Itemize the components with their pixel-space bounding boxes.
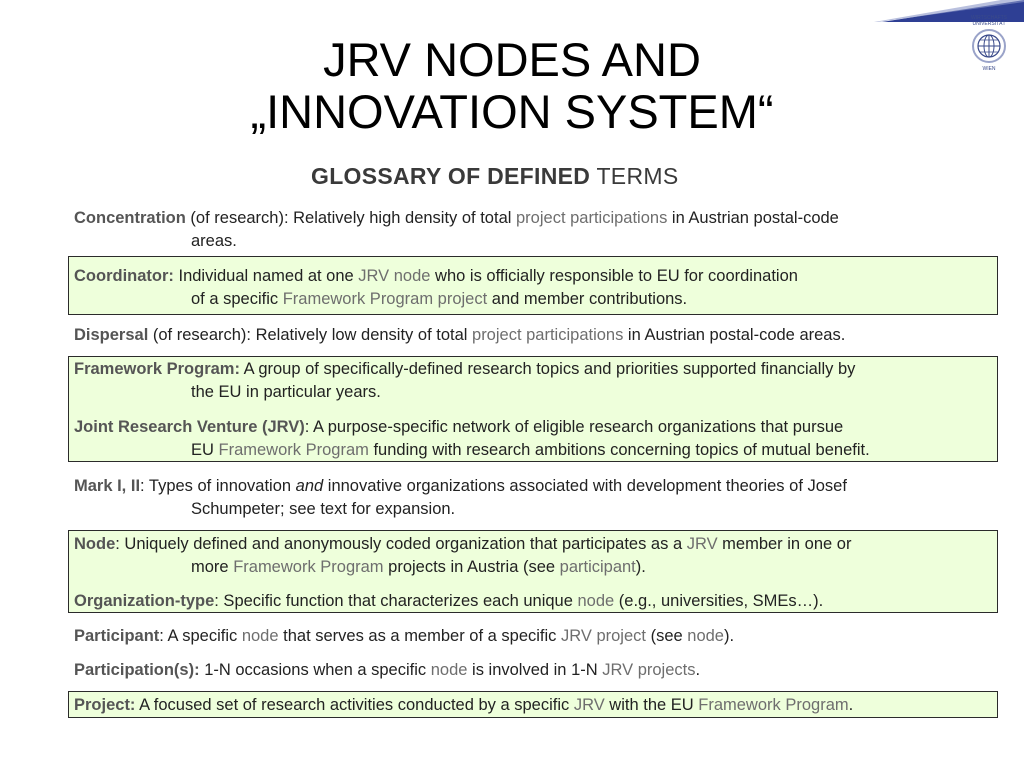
slide-title-line1: JRV NODES AND	[323, 33, 701, 86]
definition-text: ).	[635, 558, 646, 576]
entry-organization-type	[74, 590, 1004, 613]
definition-text: of a specific	[191, 290, 283, 308]
definition-text: is involved in 1-N	[467, 661, 603, 679]
definition-text: with the EU	[604, 696, 699, 714]
entry-project	[74, 694, 1004, 717]
definition-text: (of research): Relatively low density of total	[148, 326, 473, 344]
definition-text: EU	[191, 441, 219, 459]
term-label: Organization-type	[74, 592, 215, 610]
definition-text: 1-N occasions when a specific	[199, 661, 431, 679]
term-label: Participant	[74, 627, 160, 645]
cross-reference: JRV	[686, 535, 718, 553]
definition-text: : Specific function that characterizes each unique	[214, 592, 578, 610]
slide-title-line2: „INNOVATION SYSTEM“	[250, 85, 774, 138]
cross-reference: JRV projects	[602, 661, 696, 679]
entry-framework-program	[74, 358, 1004, 404]
cross-reference: node	[430, 661, 468, 679]
svg-text:UNIVERSITÄT: UNIVERSITÄT	[972, 21, 1006, 27]
cross-reference: JRV node	[358, 267, 431, 285]
cross-reference: JRV project	[561, 627, 646, 645]
definition-text: Individual named at one	[173, 267, 359, 285]
cross-reference: node	[577, 592, 615, 610]
glossary-heading-bold: GLOSSARY OF DEFINED	[311, 163, 591, 189]
definition-text: innovative organizations associated with development theories of Josef	[323, 477, 847, 495]
term-label: Node	[74, 535, 116, 553]
definition-text: (see	[645, 627, 688, 645]
slide-title	[0, 34, 1024, 138]
cross-reference: Framework Program	[218, 441, 369, 459]
entry-dispersal	[74, 324, 1004, 347]
definition-text: in Austrian postal-code areas.	[623, 326, 846, 344]
cross-reference: Framework Program	[698, 696, 849, 714]
glossary-heading	[311, 163, 678, 190]
definition-continuation: Schumpeter; see text for expansion.	[191, 500, 456, 518]
term-label: Framework Program:	[74, 360, 240, 378]
definition-text: ).	[723, 627, 735, 645]
emphasis-text: and	[295, 477, 324, 495]
term-label: Participation(s):	[74, 661, 200, 679]
entry-joint-research-venture	[74, 416, 1004, 462]
glossary-heading-light: TERMS	[590, 163, 679, 189]
cross-reference: participant	[559, 558, 636, 576]
term-label: Coordinator:	[74, 267, 174, 285]
definition-text: A focused set of research activities conducted by a specific	[135, 696, 574, 714]
definition-text: funding with research ambitions concerning topics of mutual benefit.	[368, 441, 870, 459]
definition-text: : Uniquely defined and anonymously coded organization that participates as a	[115, 535, 687, 553]
definition-text: member in one or	[717, 535, 852, 553]
cross-reference: Framework Program project	[282, 290, 488, 308]
svg-text:WIRTSCHAFTS: WIRTSCHAFTS	[970, 15, 1008, 21]
definition-text: .	[695, 661, 701, 679]
entry-participations	[74, 659, 1004, 682]
definition-text: projects in Austria (see	[383, 558, 560, 576]
definition-text: more	[191, 558, 234, 576]
term-label: Mark I, II	[74, 477, 141, 495]
entry-coordinator	[74, 265, 1004, 311]
definition-text: that serves as a member of a specific	[278, 627, 561, 645]
definition-text: in Austrian postal-code	[667, 209, 839, 227]
definition-text: A group of specifically-defined research topics and priorities supported financially by	[239, 360, 856, 378]
definition-continuation: the EU in particular years.	[191, 383, 381, 401]
cross-reference: Framework Program	[233, 558, 384, 576]
definition-continuation: areas.	[191, 232, 237, 250]
term-label: Concentration	[74, 209, 186, 227]
entry-participant	[74, 625, 1004, 648]
definition-text: : A specific	[159, 627, 242, 645]
definition-text: : Types of innovation	[140, 477, 296, 495]
definition-text: and member contributions.	[487, 290, 688, 308]
term-label: Dispersal	[74, 326, 149, 344]
term-label: Joint Research Venture (JRV)	[74, 418, 305, 436]
cross-reference: node	[241, 627, 279, 645]
cross-reference: project participations	[516, 209, 668, 227]
term-label: Project:	[74, 696, 136, 714]
definition-text: who is officially responsible to EU for coordination	[430, 267, 798, 285]
cross-reference: node	[687, 627, 724, 645]
cross-reference: JRV	[573, 696, 605, 714]
entry-concentration	[74, 207, 1004, 253]
definition-text: (e.g., universities, SMEs…).	[614, 592, 824, 610]
cross-reference: project participations	[472, 326, 624, 344]
svg-text:WIEN: WIEN	[982, 66, 996, 72]
definition-text: : A purpose-specific network of eligible research organizations that pursue	[304, 418, 844, 436]
entry-mark	[74, 475, 1004, 521]
definition-text: (of research): Relatively high density of total	[185, 209, 516, 227]
entry-node	[74, 533, 1004, 579]
definition-text: .	[848, 696, 854, 714]
